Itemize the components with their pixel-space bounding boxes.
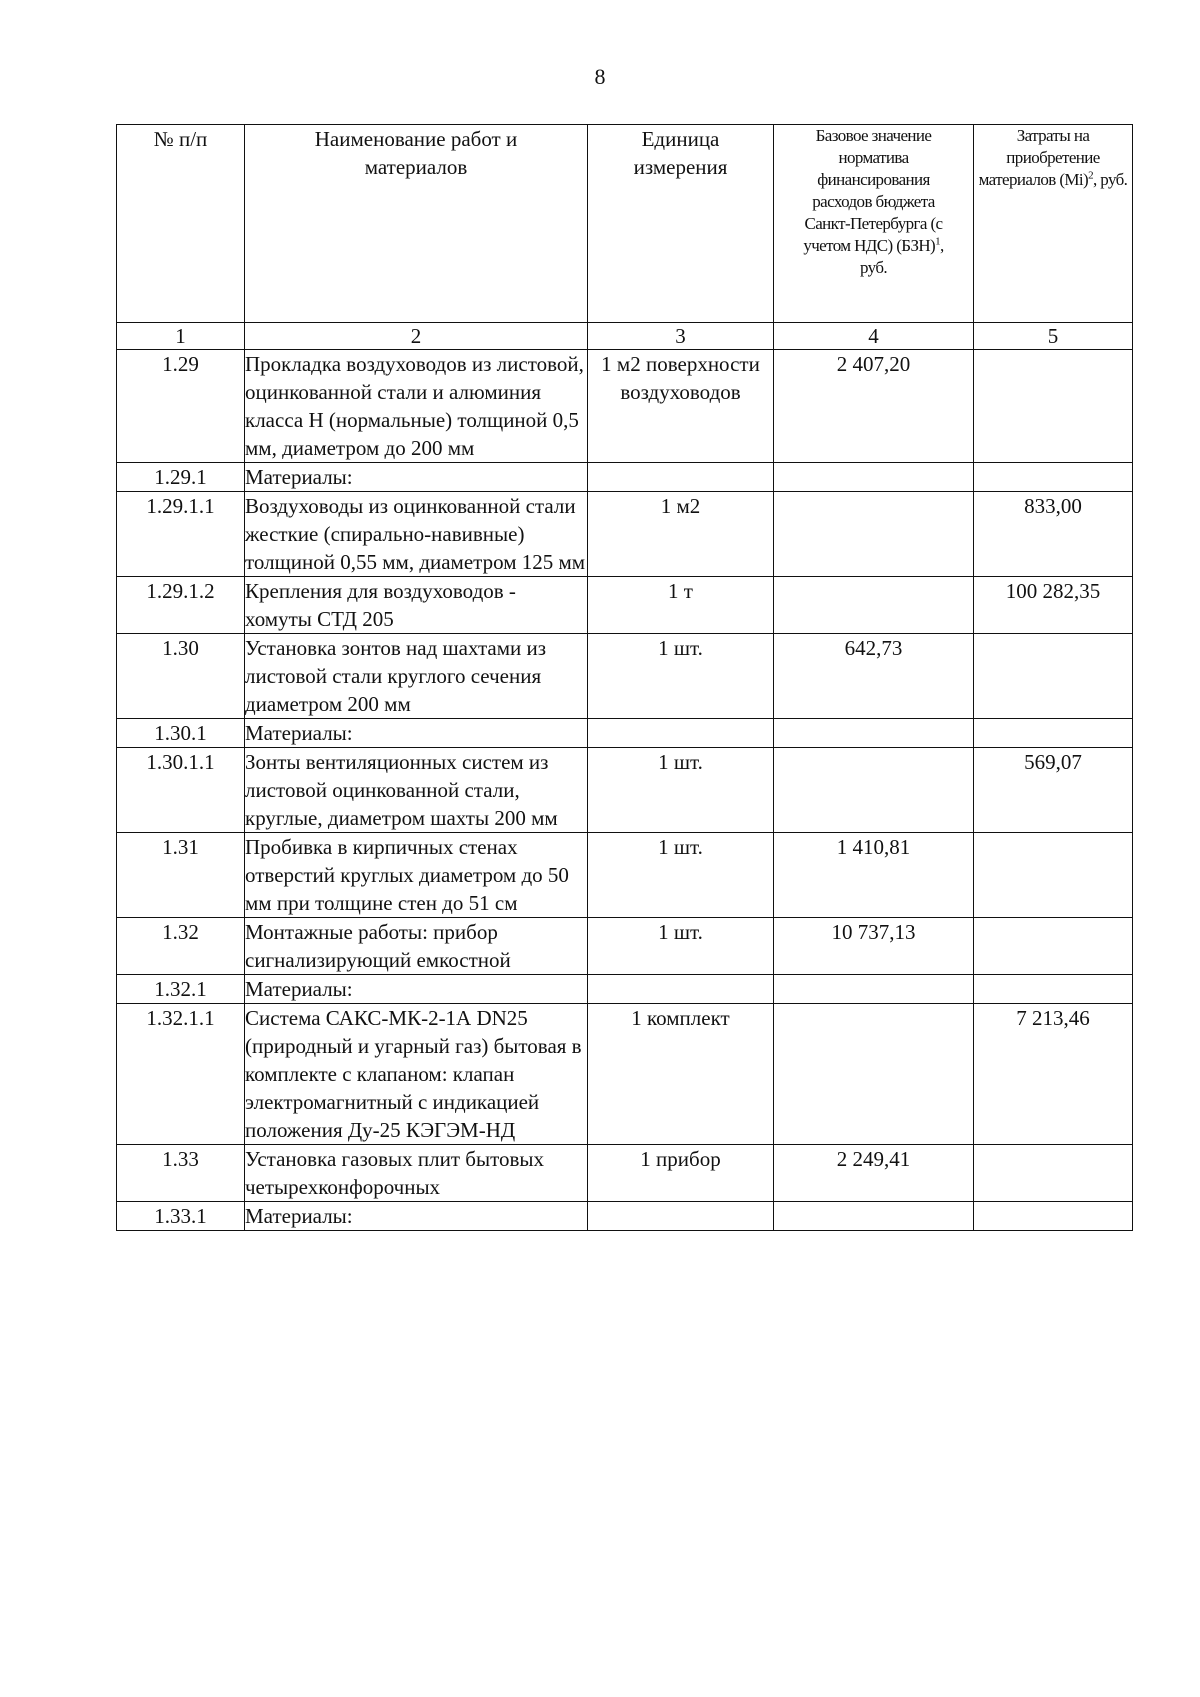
row-number-cell: 1.32 [117, 918, 245, 975]
row-name-cell: Материалы: [245, 719, 588, 748]
row-number-cell: 1.31 [117, 833, 245, 918]
header-col-name [245, 125, 588, 323]
row-material-cost-cell [974, 719, 1133, 748]
table-row [117, 634, 1133, 719]
table-row [117, 463, 1133, 492]
row-material-cost-cell [974, 463, 1133, 492]
row-number-cell: 1.29 [117, 350, 245, 463]
row-name-cell: Материалы: [245, 975, 588, 1004]
row-number-cell: 1.30.1 [117, 719, 245, 748]
header-col-cost-tail: , руб. [1092, 170, 1128, 189]
row-base-value-cell [774, 975, 974, 1004]
row-number-cell: 1.32.1.1 [117, 1004, 245, 1145]
header-col-base-value [774, 125, 974, 323]
column-number: 5 [974, 323, 1133, 350]
row-material-cost-cell [974, 634, 1133, 719]
row-material-cost-cell [974, 1202, 1133, 1231]
column-number: 2 [245, 323, 588, 350]
row-material-cost-cell: 569,07 [974, 748, 1133, 833]
column-number-row [117, 323, 1133, 350]
header-col-unit-text: Единица измерения [633, 127, 728, 179]
table-row [117, 1004, 1133, 1145]
row-name-cell: Установка газовых плит бытовых четырехконфорочных [245, 1145, 588, 1202]
column-number: 3 [588, 323, 774, 350]
table-header [117, 125, 1133, 323]
row-number-cell: 1.30 [117, 634, 245, 719]
row-name-cell: Установка зонтов над шахтами из листовой стали круглого сечения диаметром 200 мм [245, 634, 588, 719]
row-base-value-cell [774, 577, 974, 634]
row-material-cost-cell: 833,00 [974, 492, 1133, 577]
row-base-value-cell [774, 1004, 974, 1145]
row-base-value-cell [774, 748, 974, 833]
row-unit-cell [588, 975, 774, 1004]
row-base-value-cell: 642,73 [774, 634, 974, 719]
row-material-cost-cell [974, 1145, 1133, 1202]
row-name-cell: Система САКС-МК-2-1А DN25 (природный и угарный газ) бытовая в комплекте с клапаном: клапан электромагнитный с индикацией положения Ду-25 КЭГЭМ-НД [245, 1004, 588, 1145]
row-unit-cell: 1 т [588, 577, 774, 634]
row-name-cell: Прокладка воздуховодов из листовой, оцинкованной стали и алюминия класса Н (нормальные) толщиной 0,5 мм, диаметром до 200 мм [245, 350, 588, 463]
column-number: 1 [117, 323, 245, 350]
row-unit-cell: 1 м2 [588, 492, 774, 577]
row-base-value-cell: 1 410,81 [774, 833, 974, 918]
row-unit-cell: 1 прибор [588, 1145, 774, 1202]
row-base-value-cell [774, 492, 974, 577]
row-name-cell: Пробивка в кирпичных стенах отверстий круглых диаметром до 50 мм при толщине стен до 51 см [245, 833, 588, 918]
table-row [117, 975, 1133, 1004]
row-name-cell: Монтажные работы: прибор сигнализирующий емкостной [245, 918, 588, 975]
row-unit-cell [588, 463, 774, 492]
table-row [117, 748, 1133, 833]
row-unit-cell: 1 м2 поверхности воздуховодов [588, 350, 774, 463]
row-number-cell: 1.29.1.2 [117, 577, 245, 634]
header-col-material-cost [974, 125, 1133, 323]
row-material-cost-cell: 7 213,46 [974, 1004, 1133, 1145]
row-unit-cell [588, 1202, 774, 1231]
row-name-cell: Зонты вентиляционных систем из листовой оцинкованной стали, круглые, диаметром шахты 200 мм [245, 748, 588, 833]
row-material-cost-cell: 100 282,35 [974, 577, 1133, 634]
column-number: 4 [774, 323, 974, 350]
row-unit-cell: 1 шт. [588, 634, 774, 719]
row-unit-cell: 1 шт. [588, 833, 774, 918]
row-material-cost-cell [974, 975, 1133, 1004]
norms-table [116, 124, 1133, 1231]
table-row [117, 1202, 1133, 1231]
table-row [117, 350, 1133, 463]
row-material-cost-cell [974, 918, 1133, 975]
row-number-cell: 1.29.1 [117, 463, 245, 492]
table-row [117, 492, 1133, 577]
row-material-cost-cell [974, 350, 1133, 463]
header-col-name-text: Наименование работ и материалов [314, 127, 518, 179]
table-row [117, 833, 1133, 918]
table-row [117, 719, 1133, 748]
row-unit-cell: 1 комплект [588, 1004, 774, 1145]
row-number-cell: 1.29.1.1 [117, 492, 245, 577]
row-name-cell: Материалы: [245, 1202, 588, 1231]
row-material-cost-cell [974, 833, 1133, 918]
header-col-number: № п/п [117, 125, 245, 323]
row-base-value-cell: 2 407,20 [774, 350, 974, 463]
row-name-cell: Крепления для воздуховодов - хомуты СТД 205 [245, 577, 588, 634]
table-row [117, 1145, 1133, 1202]
table-row [117, 918, 1133, 975]
row-number-cell: 1.30.1.1 [117, 748, 245, 833]
row-base-value-cell [774, 719, 974, 748]
row-number-cell: 1.33 [117, 1145, 245, 1202]
table-body [117, 323, 1133, 1231]
row-base-value-cell: 2 249,41 [774, 1145, 974, 1202]
page-number: 8 [594, 64, 606, 89]
row-base-value-cell [774, 463, 974, 492]
header-col-base-text: Базовое значение норматива финансирования расходов бюджета Санкт-Петербурга (с учетом НДС) (БЗН) [803, 126, 943, 255]
header-col-cost-text: Затраты на приобретение материалов (Mi) [978, 126, 1100, 189]
table-row [117, 577, 1133, 634]
header-col-base-tail: , руб. [859, 236, 944, 277]
row-unit-cell: 1 шт. [588, 918, 774, 975]
row-unit-cell: 1 шт. [588, 748, 774, 833]
header-col-unit [588, 125, 774, 323]
row-number-cell: 1.33.1 [117, 1202, 245, 1231]
row-name-cell: Воздуховоды из оцинкованной стали жесткие (спирально-навивные) толщиной 0,55 мм, диаметром 125 мм [245, 492, 588, 577]
row-base-value-cell: 10 737,13 [774, 918, 974, 975]
row-name-cell: Материалы: [245, 463, 588, 492]
row-unit-cell [588, 719, 774, 748]
footnote-2-marker: 2 [1088, 169, 1093, 182]
row-base-value-cell [774, 1202, 974, 1231]
row-number-cell: 1.32.1 [117, 975, 245, 1004]
footnote-1-marker: 1 [935, 235, 941, 248]
